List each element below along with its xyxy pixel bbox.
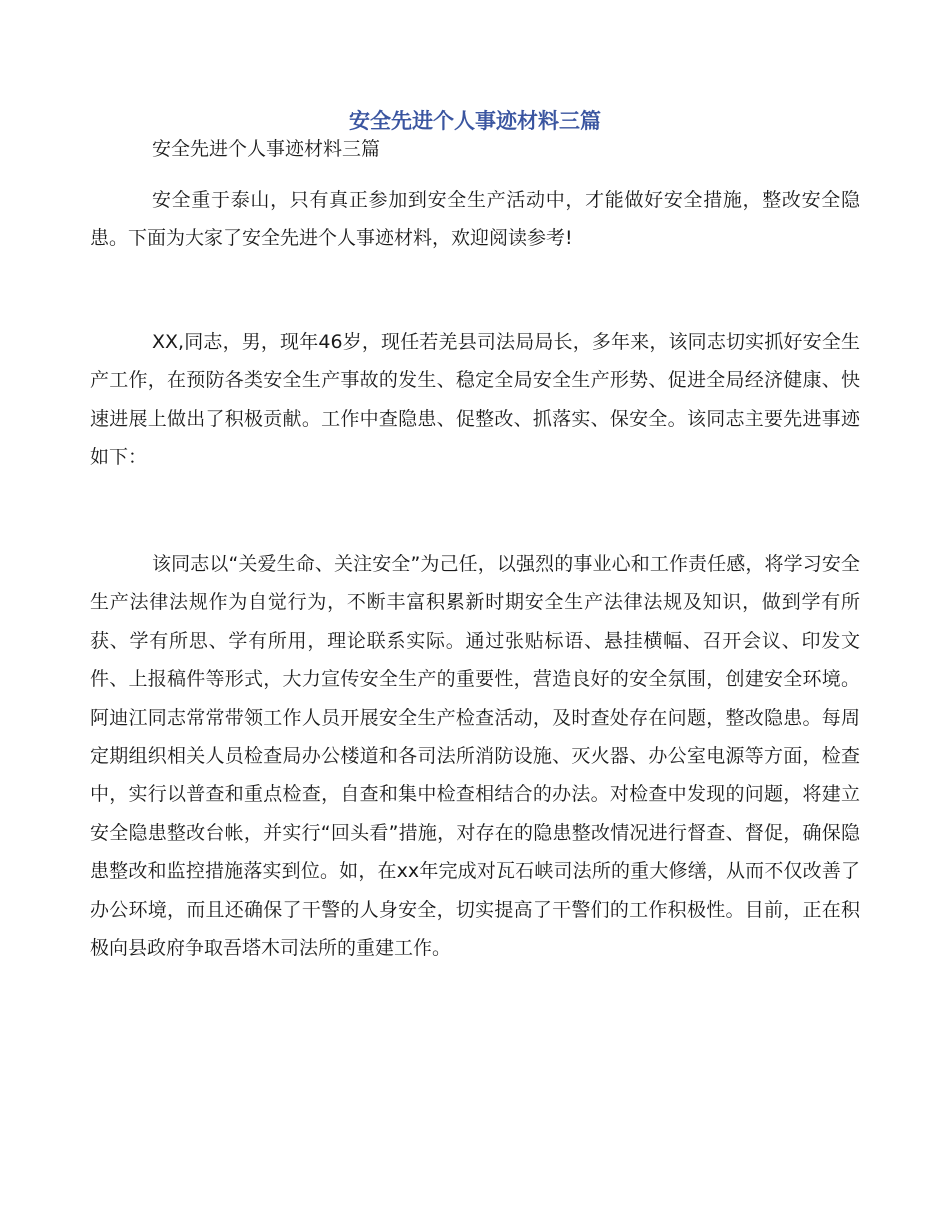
- paragraph-intro: 安全重于泰山，只有真正参加到安全生产活动中，才能做好安全措施，整改安全隐患。下面为大家了安全先进个人事迹材料，欢迎阅读参考!: [90, 189, 860, 250]
- document-title: 安全先进个人事迹材料三篇: [349, 109, 601, 133]
- paragraph-profile: XX,同志，男，现年46岁，现任若羌县司法局局长，多年来，该同志切实抓好安全生产工作，在预防各类安全生产事故的发生、稳定全局安全生产形势、促进全局经济健康、快速进展上做出了积极贡献。工作中查隐患、促整改、抓落实、保安全。该同志主要先进事迹如下：: [90, 331, 860, 469]
- paragraph-deeds: 该同志以“关爱生命、关注安全”为己任，以强烈的事业心和工作责任感，将学习安全生产法律法规作为自觉行为，不断丰富积累新时期安全生产法律法规及知识，做到学有所获、学有所思、学有所用，理论联系实际。通过张贴标语、悬挂横幅、召开会议、印发文件、上报稿件等形式，大力宣传安全生产的重要性，营造良好的安全氛围，创建安全环境。阿迪江同志常常带领工作人员开展安全生产检查活动，及时查处存在问题，整改隐患。每周定期组织相关人员检查局办公楼道和各司法所消防设施、灭火器、办公室电源等方面，检查中，实行以普查和重点检查，自查和集中检查相结合的办法。对检查中发现的问题，将建立安全隐患整改台帐，并实行“回头看”措施，对存在的隐患整改情况进行督查、督促，确保隐患整改和监控措施落实到位。如，在xx年完成对瓦石峡司法所的重大修缮，从而不仅改善了办公环境，而且还确保了干警的人身安全，切实提高了干警们的工作积极性。目前，正在积极向县政府争取吾塔木司法所的重建工作。: [90, 553, 860, 960]
- document-subtitle: 安全先进个人事迹材料三篇: [152, 138, 381, 160]
